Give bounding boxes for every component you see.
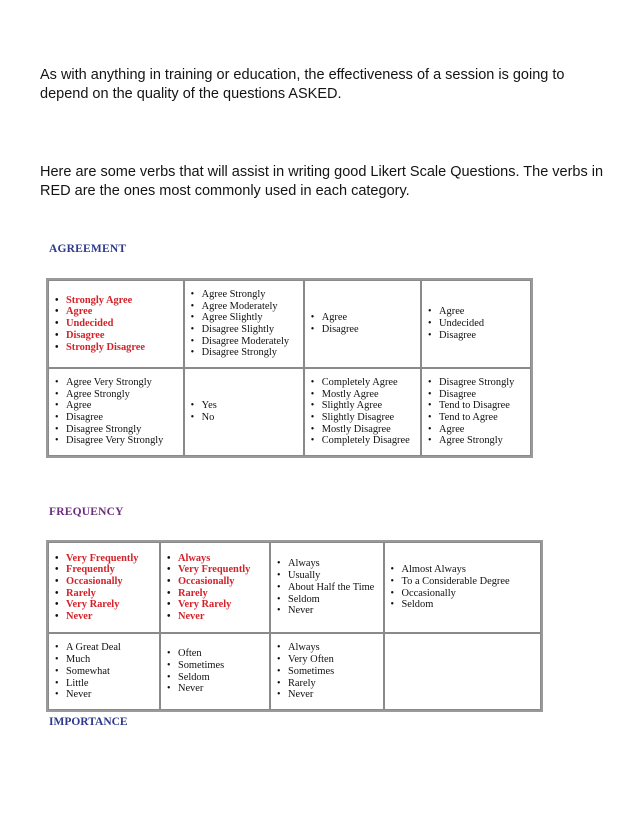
verb-item: • Almost Always	[385, 564, 540, 576]
verb-item: • Slightly Agree	[305, 400, 420, 412]
frequency-table	[46, 540, 543, 712]
verb-item: • Disagree Very Strongly	[49, 435, 183, 447]
verb-item: • Occasionally	[385, 588, 540, 600]
verb-item: • Disagree	[305, 324, 420, 336]
frequency-cell	[160, 542, 270, 633]
verb-item: • Sometimes	[161, 660, 269, 672]
verb-item: • Completely Agree	[305, 377, 420, 389]
verb-item: • Tend to Agree	[422, 412, 530, 424]
frequency-cell	[48, 542, 160, 633]
verb-item: • Occasionally	[49, 576, 159, 588]
verb-item: • Mostly Agree	[305, 389, 420, 401]
verb-item: • Rarely	[271, 678, 383, 690]
verb-item: • Always	[161, 553, 269, 565]
frequency-cell	[270, 633, 384, 710]
frequency-cell	[384, 542, 541, 633]
verb-item: • Rarely	[49, 588, 159, 600]
verb-item: • Undecided	[422, 318, 530, 330]
verb-item: • Disagree Strongly	[185, 347, 303, 359]
verb-list	[385, 564, 540, 611]
agreement-row	[48, 280, 531, 368]
verb-item: • Disagree Slightly	[185, 324, 303, 336]
verb-item: • Never	[161, 683, 269, 695]
frequency-cell	[270, 542, 384, 633]
verb-item: • Disagree Strongly	[49, 424, 183, 436]
verb-item: • Always	[271, 642, 383, 654]
verb-item: • Tend to Disagree	[422, 400, 530, 412]
agreement-table	[46, 278, 533, 458]
verb-item: • Disagree	[422, 330, 530, 342]
verb-list	[161, 648, 269, 695]
verb-list	[49, 295, 183, 354]
importance-heading: IMPORTANCE	[49, 716, 128, 728]
frequency-cell	[48, 633, 160, 710]
verb-item: • Never	[271, 689, 383, 701]
verb-item: • Agree	[49, 400, 183, 412]
verb-item: • Mostly Disagree	[305, 424, 420, 436]
verb-item: • Very Frequently	[161, 564, 269, 576]
frequency-heading: FREQUENCY	[49, 506, 124, 518]
verb-item: • Strongly Agree	[49, 295, 183, 307]
verb-item: • Very Rarely	[161, 599, 269, 611]
verb-item: • Sometimes	[271, 666, 383, 678]
verb-item: • Disagree	[422, 389, 530, 401]
verb-item: • A Great Deal	[49, 642, 159, 654]
verb-item: • Agree Strongly	[49, 389, 183, 401]
verb-list	[49, 377, 183, 447]
verb-item: • Much	[49, 654, 159, 666]
verb-item: • Agree Very Strongly	[49, 377, 183, 389]
agreement-cell	[48, 368, 184, 456]
verb-item: • Rarely	[161, 588, 269, 600]
verb-item: • Disagree Moderately	[185, 336, 303, 348]
verb-item: • Occasionally	[161, 576, 269, 588]
verb-item: • Never	[49, 611, 159, 623]
verb-item: • Usually	[271, 570, 383, 582]
verb-list	[305, 312, 420, 335]
verb-item: • Never	[161, 611, 269, 623]
verb-item: • Disagree	[49, 330, 183, 342]
verb-item: • Never	[271, 605, 383, 617]
verb-item: • Always	[271, 558, 383, 570]
verb-list	[161, 553, 269, 623]
verb-item: • Somewhat	[49, 666, 159, 678]
verb-item: • Agree	[49, 306, 183, 318]
frequency-cell	[160, 633, 270, 710]
agreement-cell	[421, 368, 531, 456]
intro-paragraph: As with anything in training or education, the effectiveness of a session is going to depend on the quality of the questions ASKED.	[40, 67, 565, 102]
verb-item: • About Half the Time	[271, 582, 383, 594]
verb-item: • Frequently	[49, 564, 159, 576]
verb-item: • Very Often	[271, 654, 383, 666]
verb-item: • Disagree Strongly	[422, 377, 530, 389]
verb-item: • Undecided	[49, 318, 183, 330]
verb-item: • Agree Strongly	[185, 289, 303, 301]
verb-item: • Little	[49, 678, 159, 690]
verb-item: • Often	[161, 648, 269, 660]
verb-item: • Agree Moderately	[185, 301, 303, 313]
frequency-cell	[384, 633, 541, 710]
verb-item: • Agree	[422, 306, 530, 318]
verb-item: • Yes	[185, 400, 303, 412]
verbs-paragraph: Here are some verbs that will assist in writing good Likert Scale Questions. The verbs in RED are the ones most commonly used in each category.	[40, 164, 604, 199]
verb-item: • Never	[49, 689, 159, 701]
next-section-heading-cutoff	[49, 716, 129, 728]
agreement-cell	[48, 280, 184, 368]
verb-item: • Seldom	[161, 672, 269, 684]
verb-item: • Very Rarely	[49, 599, 159, 611]
verb-item: • Strongly Disagree	[49, 342, 183, 354]
agreement-cell	[304, 368, 421, 456]
agreement-cell	[184, 368, 304, 456]
agreement-row	[48, 368, 531, 456]
agreement-heading: AGREEMENT	[49, 243, 127, 255]
verb-list	[422, 306, 530, 341]
verb-list	[185, 289, 303, 359]
verb-item: • No	[185, 412, 303, 424]
agreement-cell	[421, 280, 531, 368]
verb-item: • Seldom	[271, 594, 383, 606]
verb-item: • Agree Slightly	[185, 312, 303, 324]
verb-item: • Slightly Disagree	[305, 412, 420, 424]
verb-list	[271, 642, 383, 701]
frequency-row	[48, 633, 541, 710]
verb-item: • Agree Strongly	[422, 435, 530, 447]
verb-item: • Seldom	[385, 599, 540, 611]
verb-item: • To a Considerable Degree	[385, 576, 540, 588]
verb-item: • Agree	[305, 312, 420, 324]
verb-list	[49, 553, 159, 623]
verb-item: • Completely Disagree	[305, 435, 420, 447]
verb-list	[271, 558, 383, 617]
frequency-row	[48, 542, 541, 633]
agreement-cell	[304, 280, 421, 368]
verb-list	[422, 377, 530, 447]
verb-item: • Very Frequently	[49, 553, 159, 565]
verb-list	[49, 642, 159, 701]
agreement-cell	[184, 280, 304, 368]
verb-item: • Disagree	[49, 412, 183, 424]
verb-list	[305, 377, 420, 447]
verb-list	[185, 400, 303, 423]
verb-item: • Agree	[422, 424, 530, 436]
